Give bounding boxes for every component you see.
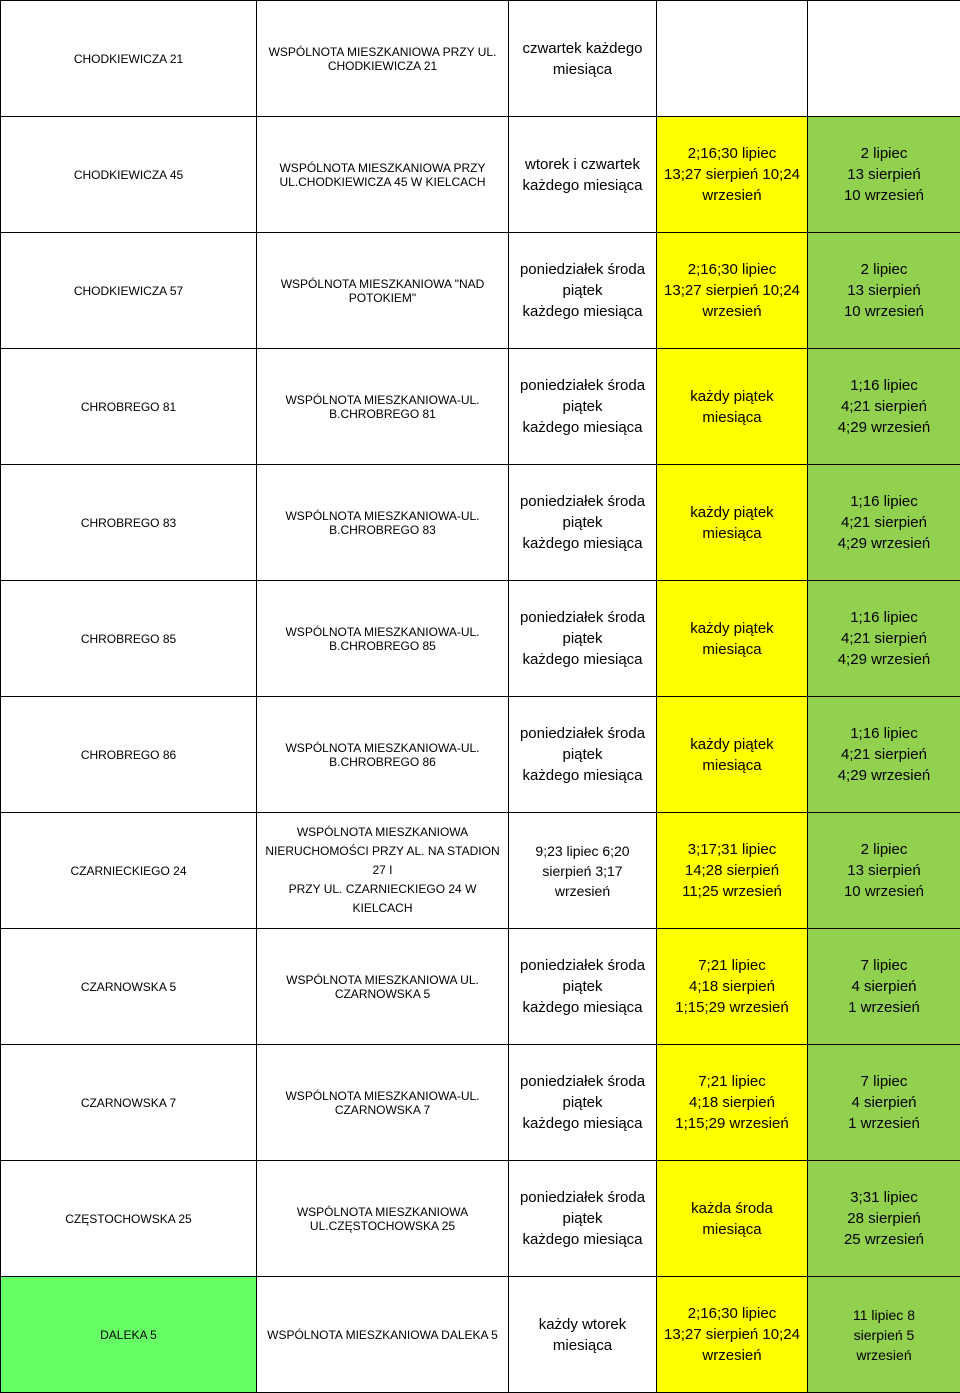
community-cell: WSPÓLNOTA MIESZKANIOWA PRZY UL.CHODKIEWICZA 45 W KIELCACH bbox=[257, 117, 509, 233]
schedule-cell: 9;23 lipiec 6;20 sierpień 3;17 wrzesień bbox=[509, 813, 657, 929]
community-cell: WSPÓLNOTA MIESZKANIOWA-UL. B.CHROBREGO 81 bbox=[257, 349, 509, 465]
yellow-dates-cell: każdy piątek miesiąca bbox=[657, 349, 808, 465]
table-row bbox=[1, 813, 960, 929]
table-row bbox=[1, 1277, 960, 1393]
green-dates-cell: 3;31 lipiec 28 sierpień 25 wrzesień bbox=[808, 1161, 960, 1277]
street-cell: CZĘSTOCHOWSKA 25 bbox=[1, 1161, 257, 1277]
yellow-dates-cell: 2;16;30 lipiec 13;27 sierpień 10;24 wrzesień bbox=[657, 233, 808, 349]
yellow-dates-cell: każda środa miesiąca bbox=[657, 1161, 808, 1277]
yellow-dates-cell: 7;21 lipiec 4;18 sierpień 1;15;29 wrzesień bbox=[657, 1045, 808, 1161]
community-cell: WSPÓLNOTA MIESZKANIOWA "NAD POTOKIEM" bbox=[257, 233, 509, 349]
community-cell: WSPÓLNOTA MIESZKANIOWA PRZY UL. CHODKIEWICZA 21 bbox=[257, 1, 509, 117]
community-cell: WSPÓLNOTA MIESZKANIOWA NIERUCHOMOŚCI PRZY AL. NA STADION 27 I PRZY UL. CZARNIECKIEGO 24 W KIELCACH bbox=[257, 813, 509, 929]
community-cell: WSPÓLNOTA MIESZKANIOWA-UL. B.CHROBREGO 85 bbox=[257, 581, 509, 697]
green-dates-cell: 1;16 lipiec 4;21 sierpień 4;29 wrzesień bbox=[808, 581, 960, 697]
table-row bbox=[1, 697, 960, 813]
table-row bbox=[1, 465, 960, 581]
community-cell: WSPÓLNOTA MIESZKANIOWA-UL. B.CHROBREGO 83 bbox=[257, 465, 509, 581]
community-cell: WSPÓLNOTA MIESZKANIOWA-UL. B.CHROBREGO 86 bbox=[257, 697, 509, 813]
community-cell: WSPÓLNOTA MIESZKANIOWA UL.CZĘSTOCHOWSKA 25 bbox=[257, 1161, 509, 1277]
table-row bbox=[1, 117, 960, 233]
table-row bbox=[1, 1045, 960, 1161]
green-dates-cell: 7 lipiec 4 sierpień 1 wrzesień bbox=[808, 929, 960, 1045]
green-dates-cell: 7 lipiec 4 sierpień 1 wrzesień bbox=[808, 1045, 960, 1161]
green-dates-cell: 1;16 lipiec 4;21 sierpień 4;29 wrzesień bbox=[808, 697, 960, 813]
table-row bbox=[1, 581, 960, 697]
schedule-cell: każdy wtorek miesiąca bbox=[509, 1277, 657, 1393]
street-cell: CZARNIECKIEGO 24 bbox=[1, 813, 257, 929]
table-row bbox=[1, 929, 960, 1045]
street-cell: CHODKIEWICZA 45 bbox=[1, 117, 257, 233]
street-cell: CHROBREGO 85 bbox=[1, 581, 257, 697]
green-dates-cell: 1;16 lipiec 4;21 sierpień 4;29 wrzesień bbox=[808, 465, 960, 581]
community-cell: WSPÓLNOTA MIESZKANIOWA UL. CZARNOWSKA 5 bbox=[257, 929, 509, 1045]
yellow-dates-cell: 2;16;30 lipiec 13;27 sierpień 10;24 wrzesień bbox=[657, 117, 808, 233]
table-row bbox=[1, 349, 960, 465]
yellow-dates-cell: 7;21 lipiec 4;18 sierpień 1;15;29 wrzesień bbox=[657, 929, 808, 1045]
yellow-dates-cell: każdy piątek miesiąca bbox=[657, 465, 808, 581]
yellow-dates-cell: 2;16;30 lipiec 13;27 sierpień 10;24 wrzesień bbox=[657, 1277, 808, 1393]
schedule-cell: poniedziałek środa piątek każdego miesiąca bbox=[509, 465, 657, 581]
table-row bbox=[1, 233, 960, 349]
street-cell: CHROBREGO 81 bbox=[1, 349, 257, 465]
street-cell: CHODKIEWICZA 57 bbox=[1, 233, 257, 349]
schedule-cell: poniedziałek środa piątek każdego miesiąca bbox=[509, 929, 657, 1045]
street-cell: CZARNOWSKA 5 bbox=[1, 929, 257, 1045]
schedule-cell: poniedziałek środa piątek każdego miesiąca bbox=[509, 233, 657, 349]
yellow-dates-cell: każdy piątek miesiąca bbox=[657, 697, 808, 813]
yellow-dates-cell bbox=[657, 1, 808, 117]
schedule-cell: wtorek i czwartek każdego miesiąca bbox=[509, 117, 657, 233]
street-cell: DALEKA 5 bbox=[1, 1277, 257, 1393]
table-row bbox=[1, 1, 960, 117]
street-cell: CHODKIEWICZA 21 bbox=[1, 1, 257, 117]
table-row bbox=[1, 1161, 960, 1277]
community-cell: WSPÓLNOTA MIESZKANIOWA-UL. CZARNOWSKA 7 bbox=[257, 1045, 509, 1161]
schedule-cell: poniedziałek środa piątek każdego miesiąca bbox=[509, 349, 657, 465]
schedule-cell: poniedziałek środa piątek każdego miesiąca bbox=[509, 581, 657, 697]
green-dates-cell: 11 lipiec 8 sierpień 5 wrzesień bbox=[808, 1277, 960, 1393]
yellow-dates-cell: 3;17;31 lipiec 14;28 sierpień 11;25 wrzesień bbox=[657, 813, 808, 929]
street-cell: CHROBREGO 83 bbox=[1, 465, 257, 581]
community-cell: WSPÓLNOTA MIESZKANIOWA DALEKA 5 bbox=[257, 1277, 509, 1393]
green-dates-cell bbox=[808, 1, 960, 117]
green-dates-cell: 2 lipiec 13 sierpień 10 wrzesień bbox=[808, 117, 960, 233]
green-dates-cell: 2 lipiec 13 sierpień 10 wrzesień bbox=[808, 813, 960, 929]
street-cell: CZARNOWSKA 7 bbox=[1, 1045, 257, 1161]
schedule-cell: poniedziałek środa piątek każdego miesiąca bbox=[509, 1045, 657, 1161]
schedule-cell: czwartek każdego miesiąca bbox=[509, 1, 657, 117]
schedule-cell: poniedziałek środa piątek każdego miesiąca bbox=[509, 1161, 657, 1277]
green-dates-cell: 1;16 lipiec 4;21 sierpień 4;29 wrzesień bbox=[808, 349, 960, 465]
green-dates-cell: 2 lipiec 13 sierpień 10 wrzesień bbox=[808, 233, 960, 349]
street-cell: CHROBREGO 86 bbox=[1, 697, 257, 813]
yellow-dates-cell: każdy piątek miesiąca bbox=[657, 581, 808, 697]
schedule-cell: poniedziałek środa piątek każdego miesiąca bbox=[509, 697, 657, 813]
